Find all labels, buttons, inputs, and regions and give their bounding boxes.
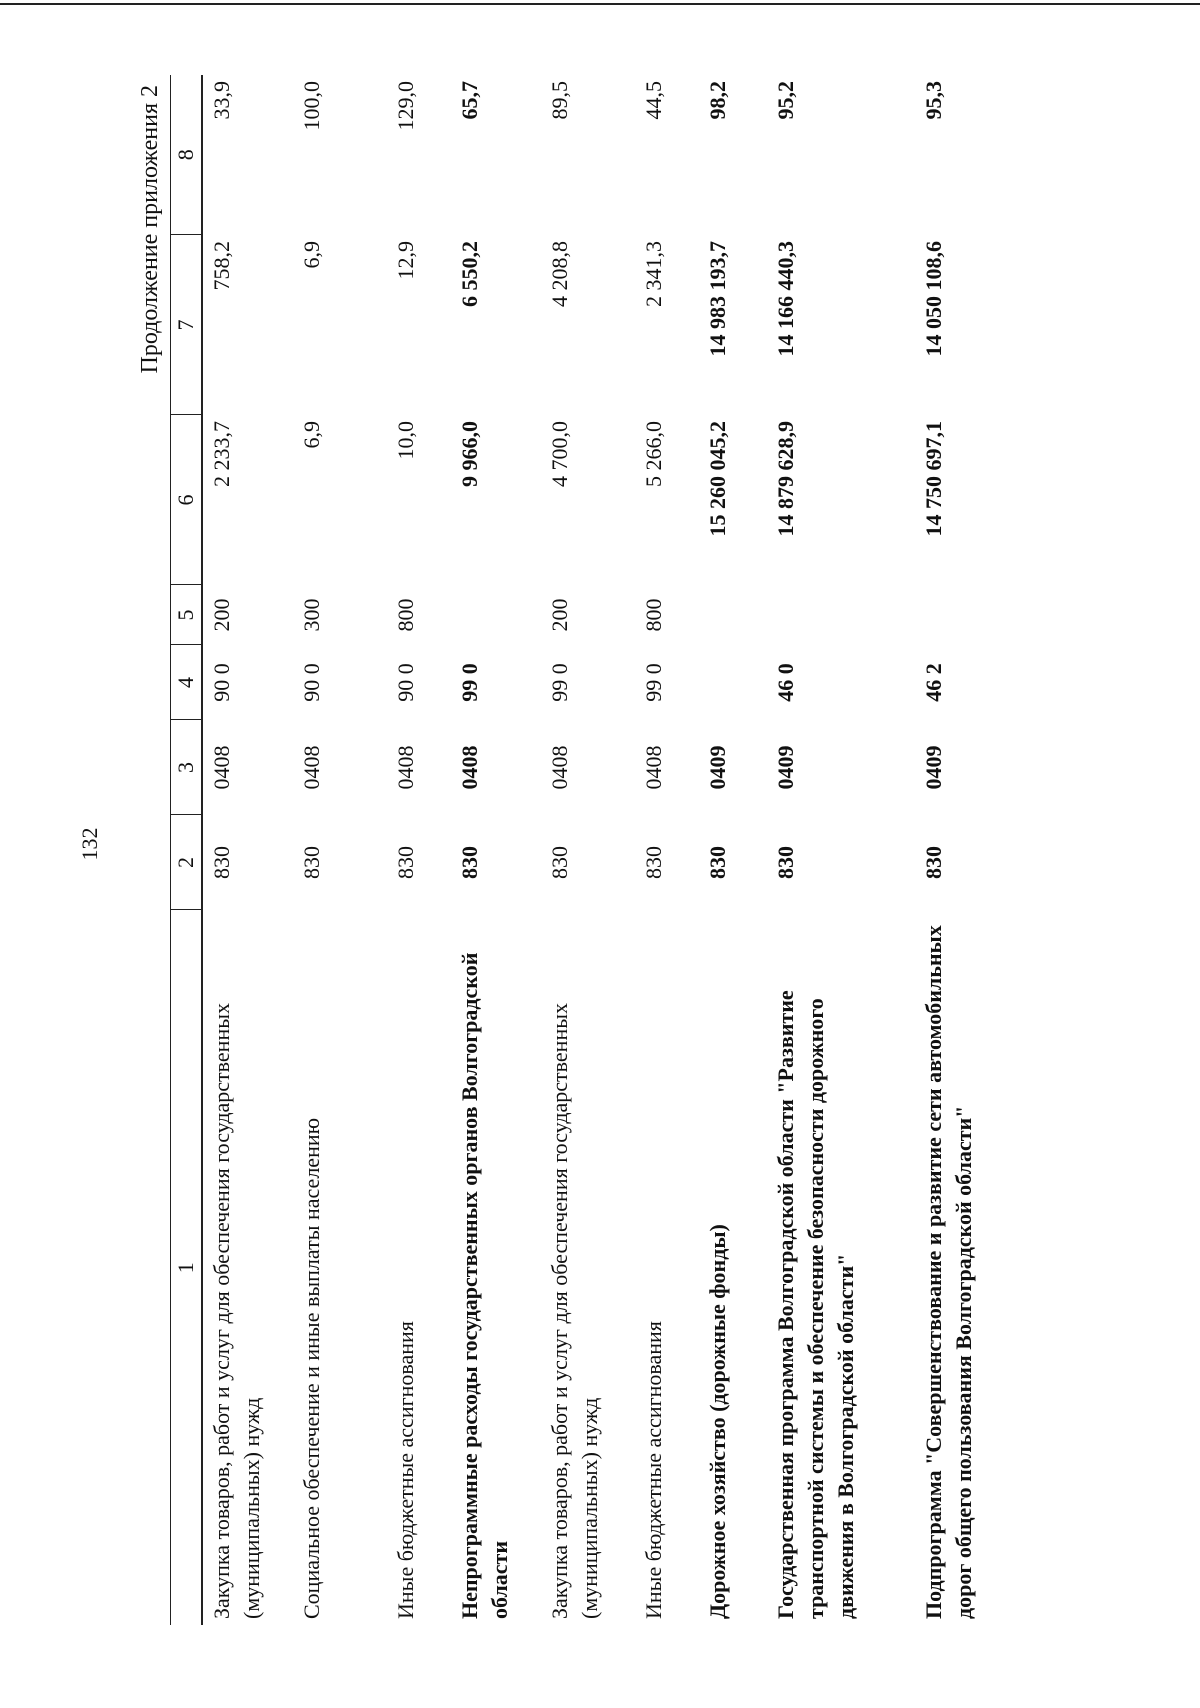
section-code: 0409 <box>921 745 946 790</box>
expense-type-code: 200 <box>209 598 234 632</box>
table-header-row <box>171 75 203 1625</box>
ministry-code: 830 <box>209 846 234 879</box>
program-code: 46 0 <box>773 663 798 702</box>
ministry-code: 830 <box>773 846 798 879</box>
expense-type-code <box>699 585 767 645</box>
top-scan-edge <box>0 3 1200 5</box>
column-header: 8 <box>171 75 203 235</box>
expense-type-code: 800 <box>393 598 418 632</box>
table-row <box>451 75 541 1625</box>
section-code: 0409 <box>705 745 730 790</box>
planned-amount: 14 750 697,1 <box>921 421 946 537</box>
expense-type-code <box>451 585 541 645</box>
table-row <box>915 75 1043 1625</box>
execution-percent: 65,7 <box>457 81 482 120</box>
column-header: 5 <box>171 585 203 645</box>
expense-type-code <box>915 585 1043 645</box>
execution-percent: 95,2 <box>773 81 798 120</box>
execution-percent: 33,9 <box>209 81 234 120</box>
continuation-label: Продолжение приложения 2 <box>137 85 163 374</box>
ministry-code: 830 <box>393 846 418 879</box>
ministry-code: 830 <box>547 846 572 879</box>
execution-percent: 89,5 <box>547 81 572 120</box>
table-row <box>202 75 293 1625</box>
program-code: 99 0 <box>547 663 572 702</box>
planned-amount: 5 266,0 <box>641 421 666 487</box>
rotated-page-content <box>130 75 990 1625</box>
row-name: Дорожное хозяйство (дорожные фонды) <box>705 1224 730 1619</box>
row-name: Подпрограмма "Совершенствование и развитие сети автомобильных дорог общего пользования Волгоградской области" <box>921 925 976 1619</box>
planned-amount: 9 966,0 <box>457 421 482 487</box>
planned-amount: 15 260 045,2 <box>705 421 730 537</box>
actual-amount: 14 050 108,6 <box>921 241 946 357</box>
column-header: 1 <box>171 910 203 1625</box>
planned-amount: 6,9 <box>299 421 324 449</box>
program-code: 99 0 <box>641 663 666 702</box>
ministry-code: 830 <box>457 846 482 879</box>
planned-amount: 10,0 <box>393 421 418 460</box>
row-name: Иные бюджетные ассигнования <box>393 1321 418 1619</box>
table-row <box>635 75 699 1625</box>
budget-table <box>170 75 1043 1625</box>
ministry-code: 830 <box>299 846 324 879</box>
row-name: Иные бюджетные ассигнования <box>641 1321 666 1619</box>
program-code: 90 0 <box>209 663 234 702</box>
actual-amount: 758,2 <box>209 241 234 291</box>
execution-percent: 95,3 <box>921 81 946 120</box>
row-name: Социальное обеспечение и иные выплаты населению <box>299 1117 324 1619</box>
section-code: 0408 <box>209 745 234 790</box>
execution-percent: 44,5 <box>641 81 666 120</box>
section-code: 0408 <box>547 745 572 790</box>
actual-amount: 6 550,2 <box>457 241 482 307</box>
program-code: 90 0 <box>299 663 324 702</box>
planned-amount: 2 233,7 <box>209 421 234 487</box>
expense-type-code <box>767 585 915 645</box>
table-row <box>699 75 767 1625</box>
execution-percent: 129,0 <box>393 81 418 131</box>
execution-percent: 98,2 <box>705 81 730 120</box>
ministry-code: 830 <box>705 846 730 879</box>
execution-percent: 100,0 <box>299 81 324 131</box>
column-header: 6 <box>171 415 203 585</box>
column-header: 3 <box>171 720 203 815</box>
table-row <box>387 75 451 1625</box>
row-name: Закупка товаров, работ и услуг для обеспечения государственных (муниципальных) нужд <box>209 1002 264 1619</box>
column-header: 7 <box>171 235 203 415</box>
program-code: 46 2 <box>921 663 946 702</box>
page-number: 132 <box>77 827 102 861</box>
program-code: 99 0 <box>457 663 482 702</box>
actual-amount: 14 983 193,7 <box>705 241 730 357</box>
table-row <box>541 75 635 1625</box>
actual-amount: 6,9 <box>299 241 324 269</box>
section-code: 0408 <box>457 745 482 790</box>
column-header: 2 <box>171 815 203 910</box>
program-code <box>699 645 767 720</box>
program-code: 90 0 <box>393 663 418 702</box>
row-name: Непрограммные расходы государственных органов Волгоградской области <box>457 952 512 1619</box>
section-code: 0408 <box>393 745 418 790</box>
expense-type-code: 800 <box>641 598 666 632</box>
planned-amount: 14 879 628,9 <box>773 421 798 537</box>
column-header: 4 <box>171 645 203 720</box>
row-name: Государственная программа Волгоградской области "Развитие транспортной системы и обеспечение безопасности дорожного движения в Волгоградской области" <box>773 990 858 1619</box>
actual-amount: 4 208,8 <box>547 241 572 307</box>
actual-amount: 14 166 440,3 <box>773 241 798 357</box>
section-code: 0408 <box>641 745 666 790</box>
table-row <box>293 75 387 1625</box>
expense-type-code: 300 <box>299 598 324 632</box>
table-row <box>767 75 915 1625</box>
actual-amount: 12,9 <box>393 241 418 280</box>
section-code: 0409 <box>773 745 798 790</box>
expense-type-code: 200 <box>547 598 572 632</box>
ministry-code: 830 <box>641 846 666 879</box>
row-name: Закупка товаров, работ и услуг для обеспечения государственных (муниципальных) нужд <box>547 1002 602 1619</box>
actual-amount: 2 341,3 <box>641 241 666 307</box>
ministry-code: 830 <box>921 846 946 879</box>
section-code: 0408 <box>299 745 324 790</box>
planned-amount: 4 700,0 <box>547 421 572 487</box>
